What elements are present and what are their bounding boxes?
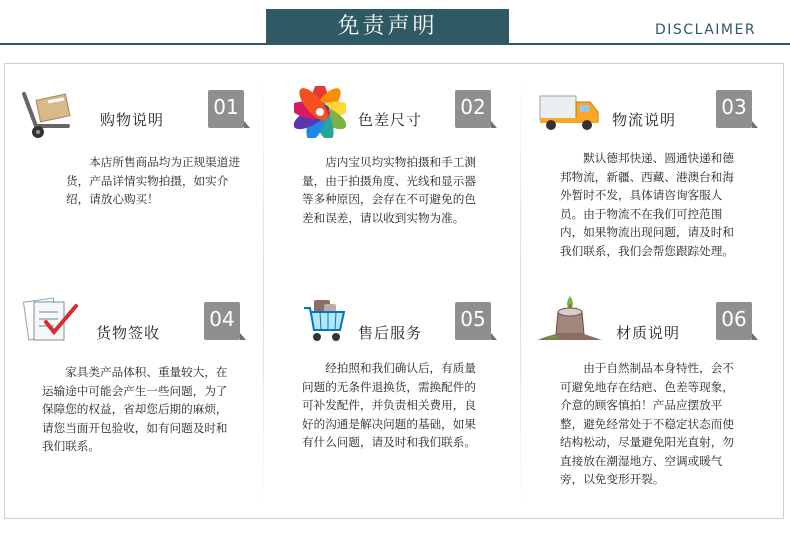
card-number-badge: 04 (204, 302, 240, 340)
card-text: 店内宝贝均实物拍摄和手工测量，由于拍摄角度、光线和显示器等多种原因，会存在不可避免的色差和误差，请以收到实物为准。 (302, 155, 476, 225)
card-text: 由于自然制品本身特性，会不可避免地存在结疤、色差等现象，介意的顾客慎拍！产品应摆放平整，避免经常处于不稳定状态而使结构松动，尽量避免阳光直射，勿直接放在潮湿地方、空调或暖气旁，以免变形开裂。 (560, 361, 734, 486)
card-text: 本店所售商品均为正规渠道进货，产品详情实物拍摄，如实介绍，请放心购买！ (66, 155, 240, 206)
card-text: 家具类产品体积、重量较大，在运输途中可能会产生一些问题，为了保障您的权益，省却您后期的麻烦，请您当面开包验收，如有问题及时和我们联系。 (42, 365, 228, 453)
hand-truck-icon (18, 88, 86, 140)
card-title: 购物说明 (100, 111, 165, 129)
card-number-badge: 03 (716, 90, 752, 128)
card-material (530, 296, 780, 506)
checklist-icon (22, 296, 80, 344)
card-title: 物流说明 (612, 111, 677, 129)
card-shopping (14, 84, 264, 294)
card-color (272, 84, 522, 294)
card-text: 经拍照和我们确认后，有质量问题的无条件退换货，需换配件的可补发配件，并负责相关费用，良好的沟通是解决问题的基础，如果有什么问题，请及时和我们联系。 (302, 361, 476, 449)
card-logistics (530, 84, 780, 294)
card-text: 默认德邦快递、圆通快递和德邦物流，新疆、西藏、港澳台和海外暂时不发，具体请咨询客服人员。由于物流不在我们可控范围内，如果物流出现问题，请及时和我们联系，我们会帮您跟踪处理。 (560, 151, 734, 258)
card-title: 售后服务 (358, 324, 423, 342)
delivery-truck-icon (538, 92, 600, 132)
card-after-sales (272, 296, 522, 506)
card-title: 货物签收 (96, 324, 161, 342)
shopping-cart-icon (302, 298, 346, 344)
card-title: 色差尺寸 (358, 111, 423, 129)
page-subtitle: DISCLAIMER (655, 22, 757, 38)
card-number-badge: 06 (716, 302, 752, 340)
card-number-badge: 05 (455, 302, 491, 340)
card-title: 材质说明 (616, 324, 681, 342)
card-number-badge: 01 (208, 90, 244, 128)
page-title: 免责声明 (266, 9, 509, 44)
color-wheel-icon (294, 86, 346, 138)
card-receipt (14, 296, 264, 506)
tree-stump-icon (536, 292, 606, 344)
card-number-badge: 02 (455, 90, 491, 128)
